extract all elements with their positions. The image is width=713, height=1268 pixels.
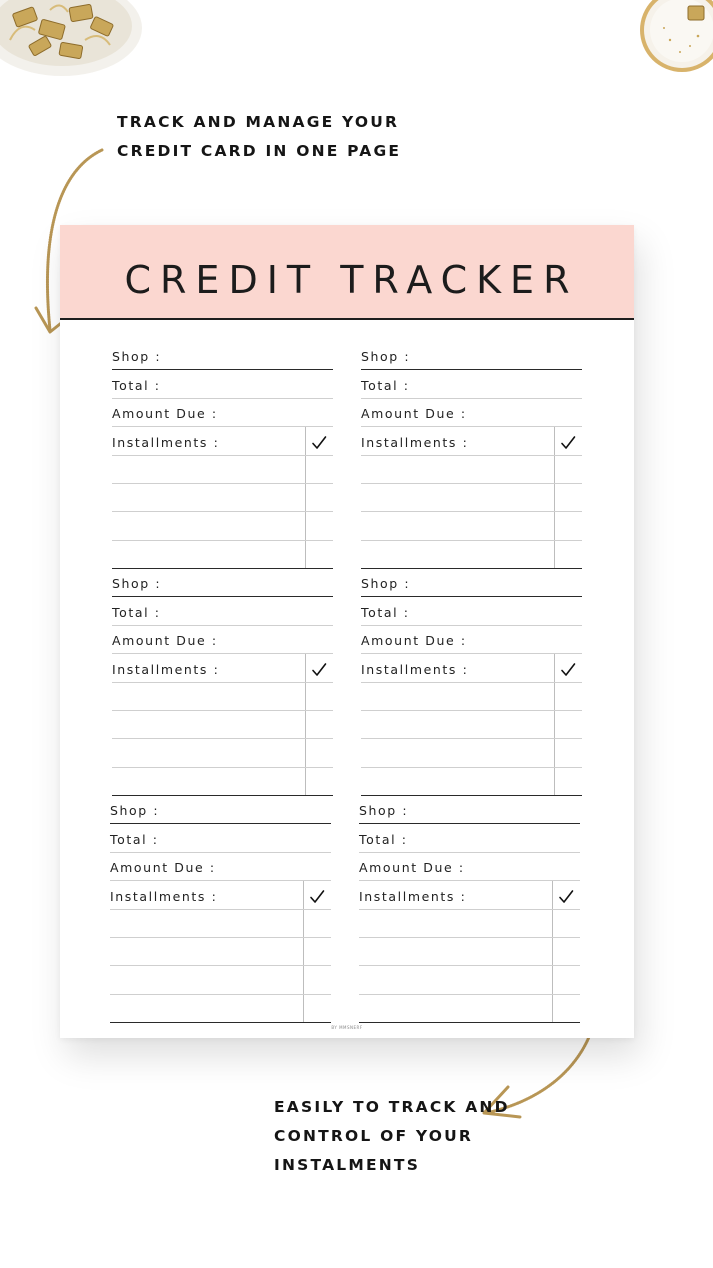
caption-top [117, 108, 401, 166]
shop-row[interactable] [110, 796, 331, 824]
installment-row[interactable] [112, 739, 333, 767]
installment-row[interactable] [361, 683, 582, 711]
shop-label: Shop : [361, 576, 411, 592]
checkmark-icon [560, 662, 576, 678]
installments-label: Installments : [112, 434, 220, 450]
column-divider [305, 484, 306, 511]
installment-row[interactable] [361, 739, 582, 767]
amount-due-label: Amount Due : [361, 406, 467, 422]
caption-bottom [274, 1093, 510, 1180]
column-divider [303, 938, 304, 965]
shop-row[interactable] [361, 569, 582, 597]
total-label: Total : [361, 604, 410, 620]
tracker-block [359, 796, 580, 1023]
column-divider [552, 938, 553, 965]
amount-due-row[interactable] [361, 626, 582, 654]
total-row[interactable] [361, 597, 582, 625]
installment-row[interactable] [359, 995, 580, 1023]
column-divider [554, 739, 555, 766]
checkmark-icon [558, 889, 574, 905]
checkmark-icon [560, 435, 576, 451]
tracker-block [112, 569, 333, 796]
column-divider [305, 654, 306, 681]
column-divider [303, 966, 304, 993]
column-divider [303, 995, 304, 1022]
amount-due-label: Amount Due : [112, 633, 218, 649]
total-row[interactable] [112, 597, 333, 625]
installment-row[interactable] [110, 910, 331, 938]
installment-row[interactable] [110, 995, 331, 1023]
shop-row[interactable] [361, 342, 582, 370]
installment-row[interactable] [361, 456, 582, 484]
total-label: Total : [110, 831, 159, 847]
amount-due-label: Amount Due : [359, 860, 465, 876]
column-divider [552, 881, 553, 908]
column-divider [305, 711, 306, 738]
installment-row[interactable] [112, 456, 333, 484]
installment-row[interactable] [361, 484, 582, 512]
column-divider [554, 484, 555, 511]
caption-bottom-line-2: CONTROL OF YOUR [274, 1127, 474, 1145]
column-divider [552, 995, 553, 1022]
installment-row[interactable] [112, 512, 333, 540]
installment-row[interactable] [110, 938, 331, 966]
sheet-header [60, 225, 634, 320]
total-row[interactable] [359, 824, 580, 852]
installment-row[interactable] [110, 966, 331, 994]
checkmark-icon [309, 889, 325, 905]
installment-row[interactable] [361, 512, 582, 540]
installment-row[interactable] [359, 910, 580, 938]
column-divider [303, 881, 304, 908]
installments-label: Installments : [359, 888, 467, 904]
total-row[interactable] [112, 370, 333, 398]
installments-header-row [361, 427, 582, 455]
shop-label: Shop : [112, 576, 162, 592]
total-label: Total : [112, 604, 161, 620]
shop-row[interactable] [112, 569, 333, 597]
total-label: Total : [112, 377, 161, 393]
tracker-block [110, 796, 331, 1023]
amount-due-row[interactable] [110, 853, 331, 881]
gold-dish-decoration [640, 0, 713, 82]
caption-top-line-1: TRACK AND MANAGE YOUR [117, 113, 400, 131]
shop-row[interactable] [112, 342, 333, 370]
installment-row[interactable] [359, 938, 580, 966]
column-divider [552, 966, 553, 993]
installment-row[interactable] [112, 541, 333, 569]
column-divider [554, 768, 555, 795]
checkmark-icon [311, 662, 327, 678]
column-divider [305, 739, 306, 766]
column-divider [554, 654, 555, 681]
amount-due-row[interactable] [112, 626, 333, 654]
shop-label: Shop : [361, 349, 411, 365]
column-divider [303, 910, 304, 937]
amount-due-label: Amount Due : [110, 860, 216, 876]
amount-due-row[interactable] [361, 399, 582, 427]
shop-row[interactable] [359, 796, 580, 824]
tracker-block [361, 569, 582, 796]
column-divider [305, 541, 306, 568]
tracker-block [112, 342, 333, 569]
shop-label: Shop : [359, 803, 409, 819]
checkmark-icon [311, 435, 327, 451]
caption-bottom-line-3: INSTALMENTS [274, 1156, 421, 1174]
amount-due-row[interactable] [359, 853, 580, 881]
page-title: CREDIT TRACKER [124, 257, 579, 302]
shop-label: Shop : [110, 803, 160, 819]
column-divider [554, 512, 555, 539]
total-label: Total : [359, 831, 408, 847]
column-divider [554, 541, 555, 568]
column-divider [554, 683, 555, 710]
column-divider [305, 768, 306, 795]
installment-row[interactable] [112, 484, 333, 512]
amount-due-row[interactable] [112, 399, 333, 427]
installments-label: Installments : [112, 661, 220, 677]
caption-bottom-line-1: EASILY TO TRACK AND [274, 1098, 510, 1116]
installments-header-row [361, 654, 582, 682]
credit-tracker-sheet [60, 225, 634, 1038]
installment-row[interactable] [112, 711, 333, 739]
caption-top-line-2: CREDIT CARD IN ONE PAGE [117, 142, 402, 160]
column-divider [305, 683, 306, 710]
amount-due-label: Amount Due : [112, 406, 218, 422]
brand-mark: BY MMSNERF [331, 1025, 363, 1030]
total-label: Total : [361, 377, 410, 393]
installment-row[interactable] [112, 683, 333, 711]
installments-header-row [112, 427, 333, 455]
installments-header-row [359, 881, 580, 909]
installments-label: Installments : [361, 434, 469, 450]
amount-due-label: Amount Due : [361, 633, 467, 649]
installments-header-row [110, 881, 331, 909]
installments-label: Installments : [361, 661, 469, 677]
column-divider [554, 711, 555, 738]
installment-row[interactable] [112, 768, 333, 796]
installment-row[interactable] [359, 966, 580, 994]
column-divider [552, 910, 553, 937]
column-divider [554, 456, 555, 483]
installment-row[interactable] [361, 541, 582, 569]
column-divider [305, 456, 306, 483]
installments-header-row [112, 654, 333, 682]
installment-row[interactable] [361, 768, 582, 796]
total-row[interactable] [361, 370, 582, 398]
installment-row[interactable] [361, 711, 582, 739]
tracker-block [361, 342, 582, 569]
shop-label: Shop : [112, 349, 162, 365]
gold-clips-bowl-decoration [0, 0, 145, 80]
column-divider [305, 512, 306, 539]
column-divider [305, 427, 306, 454]
installments-label: Installments : [110, 888, 218, 904]
total-row[interactable] [110, 824, 331, 852]
column-divider [554, 427, 555, 454]
